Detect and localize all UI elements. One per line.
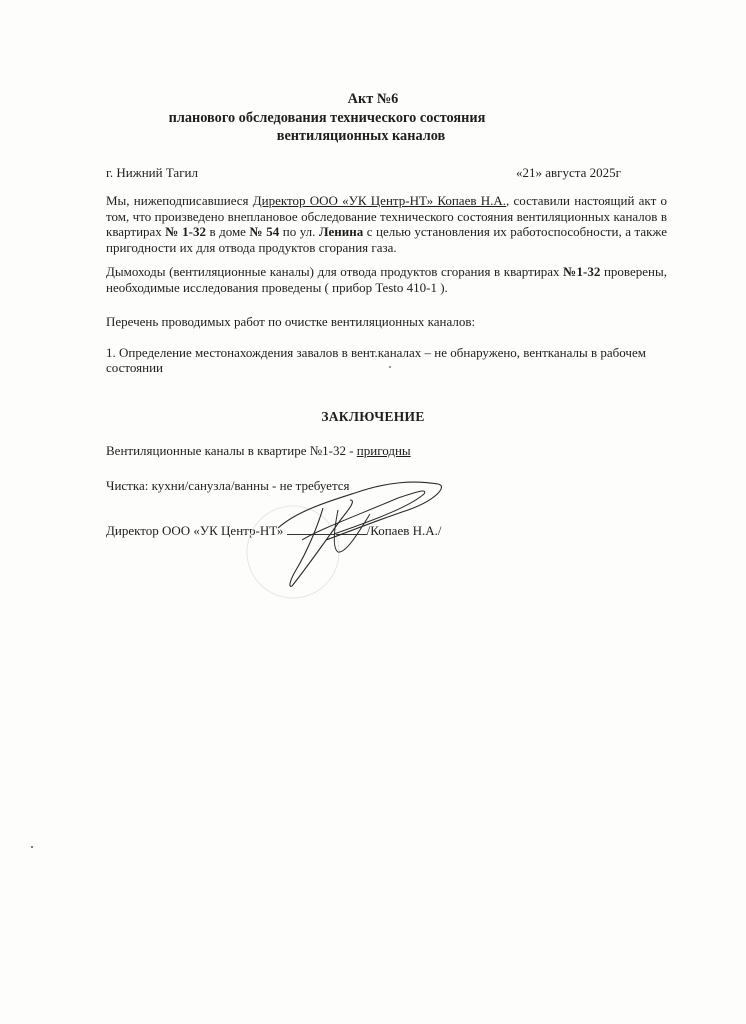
act-subtitle-line2: вентиляционных каналов [276, 128, 446, 144]
chimney-paragraph [106, 264, 667, 295]
act-date: «21» августа 2025г [516, 165, 621, 180]
intro-paragraph [106, 193, 667, 255]
handwritten-signature [238, 470, 468, 600]
intro-mid: , составили настоящий акт о том, что произведено внеплановое обследование технического состояния вентиляционных каналов в квартирах [106, 193, 667, 240]
chimney-start: Дымоходы (вентиляционные каналы) для отвода продуктов сгорания в квартирах [106, 264, 564, 279]
house-number-bold: № 54 [249, 224, 280, 240]
act-subtitle-line1: планового обследования технического состояния [168, 110, 486, 126]
result-value: пригодны [356, 443, 411, 458]
works-list-item: 1. Определение местонахождения завалов в вент.каналах – не обнаружено, вентканалы в рабочем состоянии [106, 345, 646, 375]
works-list-title: Перечень проводимых работ по очистке вентиляционных каналов: [106, 314, 476, 329]
signer-name: /Копаев Н.А./ [366, 523, 442, 538]
speck-mark-bottom [31, 846, 33, 848]
house-prefix: в доме [205, 224, 250, 240]
chimney-end: проверены, необходимые исследования проведены ( прибор Testo 410-1 ). [106, 264, 667, 295]
director-underlined: Директор ООО «УК Центр-НТ» Копаев Н.А. [252, 193, 506, 208]
conclusion-heading: ЗАКЛЮЧЕНИЕ [321, 409, 425, 424]
signer-position: Директор ООО «УК Центр-НТ» [106, 523, 284, 538]
speck-mark [389, 366, 391, 368]
act-title: Акт №6 [347, 91, 399, 107]
city: г. Нижний Тагил [106, 165, 198, 180]
conclusion-result [106, 443, 411, 458]
intro-start: Мы, нижеподписавшиеся [106, 193, 253, 208]
intro-end: с целью установления их работоспособности, а также пригодности их для отвода продуктов сгорания газа. [106, 224, 667, 255]
street-prefix: по ул. [279, 224, 319, 240]
cleaning-status: Чистка: кухни/санузла/ванны - не требуется [106, 478, 350, 493]
street-name-bold: Ленина [318, 224, 364, 240]
result-prefix: Вентиляционные каналы в квартире №1-32 - [106, 443, 357, 458]
apartments-bold: № 1-32 [165, 224, 206, 240]
chimney-apartments-bold: №1-32 [563, 264, 601, 279]
